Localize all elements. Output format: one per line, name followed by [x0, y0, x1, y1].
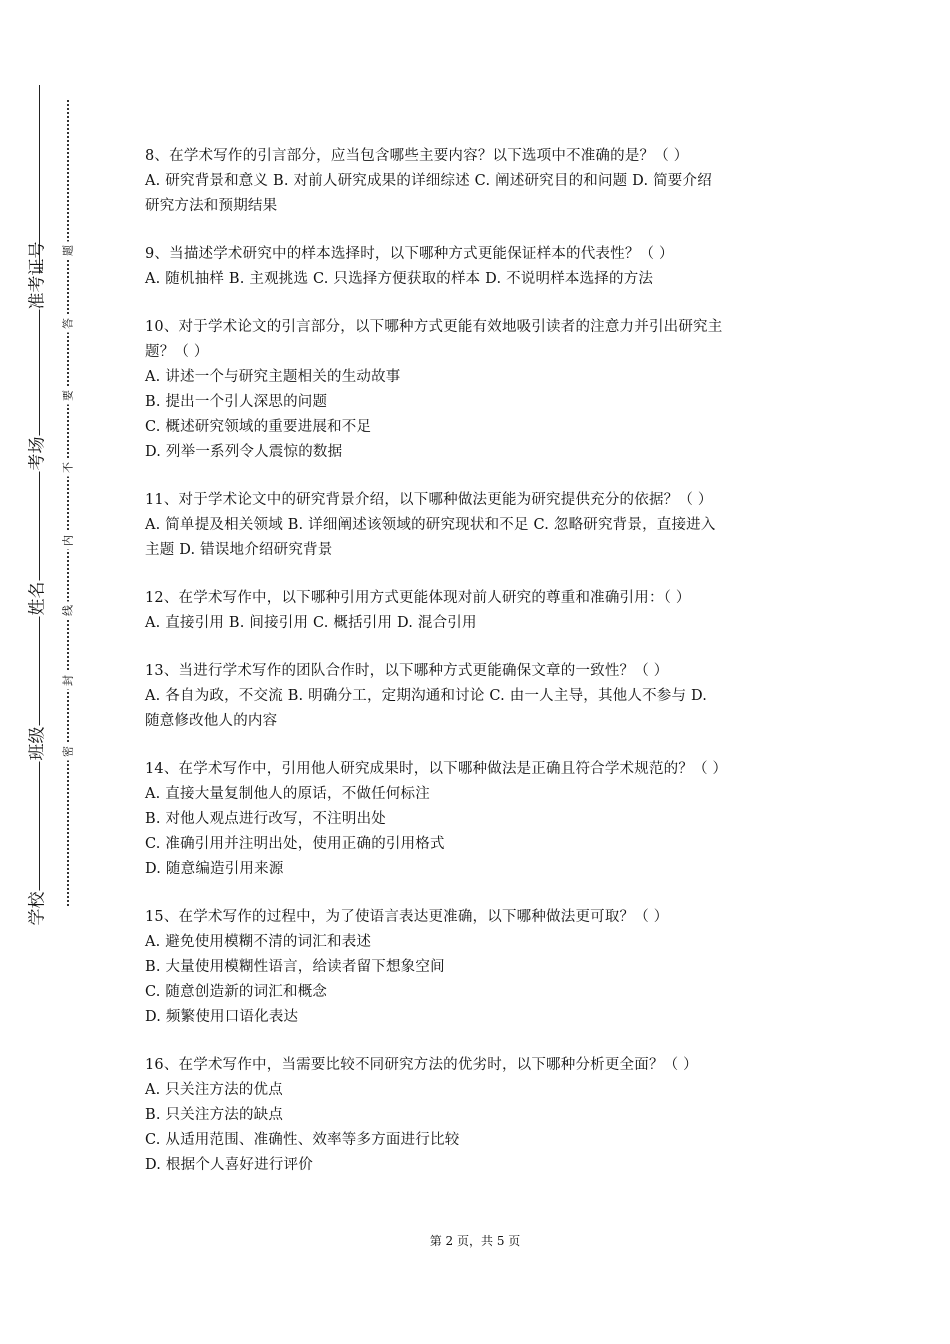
question-10: [145, 315, 815, 465]
question-9: [145, 242, 815, 292]
question-options: 研究方法和预期结果: [145, 198, 278, 214]
exam-room-label: 考场: [27, 436, 48, 471]
question-list: [145, 144, 815, 1201]
seal-dotted-line: [67, 100, 69, 906]
option-c: C. 准确引用并注明出处，使用正确的引用格式: [145, 836, 445, 852]
question-14: [145, 757, 815, 882]
option-c: C. 概述研究领域的重要进展和不足: [145, 419, 372, 435]
question-options: A. 研究背景和意义 B. 对前人研究成果的详细综述 C. 阐述研究目的和问题 D. 简要介绍: [145, 173, 712, 189]
page-number: 第 2 页，共 5 页: [429, 1234, 521, 1248]
seal-char: 不: [63, 459, 74, 477]
question-options: A. 简单提及相关领域 B. 详细阐述该领域的研究现状和不足 C. 忽略研究背景，直接进入: [145, 517, 716, 533]
option-c: C. 随意创造新的词汇和概念: [145, 984, 328, 1000]
option-d: D. 频繁使用口语化表达: [145, 1009, 299, 1025]
question-stem: 12、在学术写作中，以下哪种引用方式更能体现对前人研究的尊重和准确引用：（ ）: [145, 590, 691, 606]
question-stem: 8、在学术写作的引言部分，应当包含哪些主要内容？以下选项中不准确的是？（ ）: [145, 148, 689, 164]
question-stem: 10、对于学术论文的引言部分，以下哪种方式更能有效地吸引读者的注意力并引出研究主: [145, 319, 723, 335]
question-stem: 9、当描述学术研究中的样本选择时，以下哪种方式更能保证样本的代表性？（ ）: [145, 246, 674, 262]
option-c: C. 从适用范围、准确性、效率等多方面进行比较: [145, 1132, 460, 1148]
question-stem: 13、当进行学术写作的团队合作时，以下哪种方式更能确保文章的一致性？（ ）: [145, 663, 669, 679]
option-d: D. 列举一系列令人震惊的数据: [145, 444, 343, 460]
seal-char: 内: [63, 532, 74, 550]
question-stem: 11、对于学术论文中的研究背景介绍，以下哪种做法更能为研究提供充分的依据？（ ）: [145, 492, 713, 508]
seal-char: 答: [63, 315, 74, 333]
option-a: A. 讲述一个与研究主题相关的生动故事: [145, 369, 401, 385]
option-d: D. 根据个人喜好进行评价: [145, 1157, 313, 1173]
question-options: A. 随机抽样 B. 主观挑选 C. 只选择方便获取的样本 D. 不说明样本选择的方法: [145, 271, 654, 287]
question-11: [145, 488, 815, 563]
option-b: B. 只关注方法的缺点: [145, 1107, 284, 1123]
option-a: A. 只关注方法的优点: [145, 1082, 283, 1098]
question-8: [145, 144, 815, 219]
option-b: B. 提出一个引人深思的问题: [145, 394, 328, 410]
question-12: [145, 586, 815, 636]
option-b: B. 对他人观点进行改写，不注明出处: [145, 811, 386, 827]
name-label: 姓名: [27, 581, 48, 616]
seal-char: 要: [63, 387, 74, 405]
exam-id-label: 准考证号: [27, 241, 48, 310]
question-stem: 题？（ ）: [145, 344, 209, 360]
question-stem: 16、在学术写作中，当需要比较不同研究方法的优劣时，以下哪种分析更全面？（ ）: [145, 1057, 698, 1073]
binding-margin: [0, 0, 90, 1344]
seal-char: 封: [63, 672, 74, 690]
question-13: [145, 659, 815, 734]
question-options: 主题 D. 错误地介绍研究背景: [145, 542, 333, 558]
seal-char: 密: [63, 743, 74, 761]
question-options: 随意修改他人的内容: [145, 713, 278, 729]
seal-char: 题: [63, 242, 74, 260]
question-stem: 15、在学术写作的过程中，为了使语言表达更准确，以下哪种做法更可取？（ ）: [145, 909, 669, 925]
school-label: 学校: [27, 891, 48, 926]
question-stem: 14、在学术写作中，引用他人研究成果时，以下哪种做法是正确且符合学术规范的？（ ）: [145, 761, 728, 777]
option-a: A. 避免使用模糊不清的词汇和表述: [145, 934, 372, 950]
question-15: [145, 905, 815, 1030]
question-options: A. 直接引用 B. 间接引用 C. 概括引用 D. 混合引用: [145, 615, 477, 631]
class-label: 班级: [27, 726, 48, 761]
option-a: A. 直接大量复制他人的原话，不做任何标注: [145, 786, 430, 802]
option-d: D. 随意编造引用来源: [145, 861, 284, 877]
binding-solid-line: [39, 85, 40, 925]
seal-char: 线: [63, 602, 74, 620]
question-16: [145, 1053, 815, 1178]
option-b: B. 大量使用模糊性语言，给读者留下想象空间: [145, 959, 445, 975]
question-options: A. 各自为政，不交流 B. 明确分工，定期沟通和讨论 C. 由一人主导，其他人不参与 D.: [145, 688, 708, 704]
